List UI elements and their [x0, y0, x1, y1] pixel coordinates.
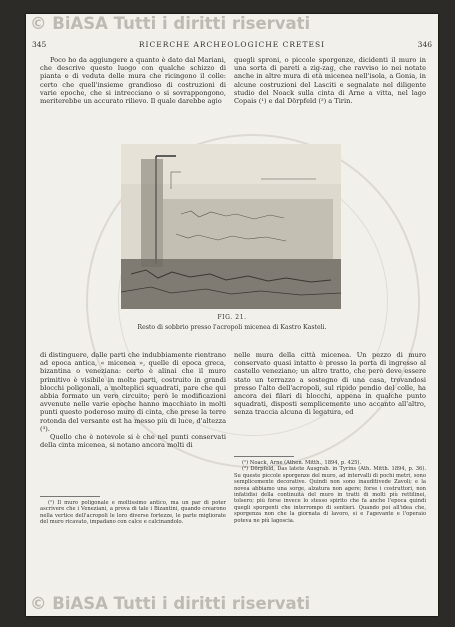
watermark-top: © BiASA Tutti i diritti riservati [30, 14, 311, 33]
page-number-right: 346 [417, 40, 432, 49]
column-bottom-left: di distinguere, dalle parti che indubbiamente rientrano ad epoca antica, « micenea », quelle di epoca greca, bizantina o veneziana: certo è alinai che il muro primitivo è visibile in molte parti, costruito in grandi blocchi poligonali, a molteplici squadrati, pare che qui abbia formato un vero circuito; però le modificazioni avvenute nelle varie epoche hanno macchiato in molti punti questo poderoso muro di cinta, che prese la terre rotonda del versante est ha messo più di luce, d'altezza (³). Quello che è notevole si è che nel punti conservati della cinta micenea, si notano ancora molti di [40, 351, 226, 450]
running-head-title: RICERCHE ARCHEOLOGICHE CRETESI [138, 40, 326, 49]
footnote-rule-right [234, 456, 294, 457]
figure-number: FIG. 21. [217, 314, 247, 321]
page-number-left: 345 [32, 40, 47, 49]
column-top-right: quegli sproni, o piccole sporgenze, dicidenti il muro in una sorta di pareti a zig-zag, che ravviso io nei notate anche in altre mura di età micenea nell'isola, a Gonia, in alcune costruzioni del Lasciti e segnalate nel diligente studio del Noack sulla cinta di Arne a vitta, nel lago Copais (¹) e dal Dörpfeld (²) a Tirin. [234, 56, 426, 106]
watermark-bottom: © BiASA Tutti i diritti riservati [30, 594, 311, 613]
footnotes-right: (¹) Noack, Arne (Athen. Mitth., 1894, p. 425). (²) Dörpfeld, Das latete Ausgrab. in Tyrins (Ath. Mitth. 1894, p. 36). Su queste piccole sporgenze del muro, ad intervalli di pochi metri, sono semplicemente decorative. Quindi non sono inauditivede Zavoli; e la novea abbiamo una sorge, alzatura non agere; forse i costruttori, non infatidisi della continuità del muro in tratti di molti più rettilinei, tolsero; più forse invece lo stesso spirito che fa anche l'epoca quindi quegli sporgenti che interrompo di sentieri. Quando poi all'idea che, sporgenza non che la giornata di lavoro, si e l'agevante e l'operaio poteva ne più lagoscia. [234, 460, 426, 524]
footnote-rule-left [40, 496, 100, 497]
running-head [32, 40, 432, 52]
figure-wall-drawing [121, 144, 341, 309]
column-top-left: Poco ho da aggiungere a quanto è dato dal Mariani, che descrive questo luogo con qualche schizzo di pianta e di veduta delle mura che ricingono il colle: certo che quell'insieme grandioso di costruzioni di varie epoche, che si intrecciano o si sovrappongono, meriterebbe un accurato rilievo. Il quale darebbe agio [40, 56, 226, 106]
column-bottom-right: nelle mura della città micenea. Un pezzo di muro conservato quasi intatto è presso la porta di ingresso al castello veneziano; un altro tratto, che però deve essere stato un terrazzo a sostegno di una casa, trovandosi presso l'alto dell'acropoli, sul ripido pendio del colle, ha ancora dei filari di blocchi, appena in qualche punto squadrati, disposti semplicemente uno accanto all'altro, senza traccia alcuna di legatura, ed [234, 351, 426, 417]
document-page [26, 14, 438, 616]
footnotes-left: (¹) Il muro poligonale e moltissimo antico, ma un par di poter ascrivere che i Veneziani, a prova di tale i Bizantini, quando crearono nella vertice dell'acropoli le loro diverse fortezze, le parte migliorate del muro ricavato, impadano con calce e calcinandolo. [40, 500, 226, 526]
figure-caption: Resto di sobbrio presso l'acropoli micenea di Kastro Kasteli. [137, 324, 327, 331]
